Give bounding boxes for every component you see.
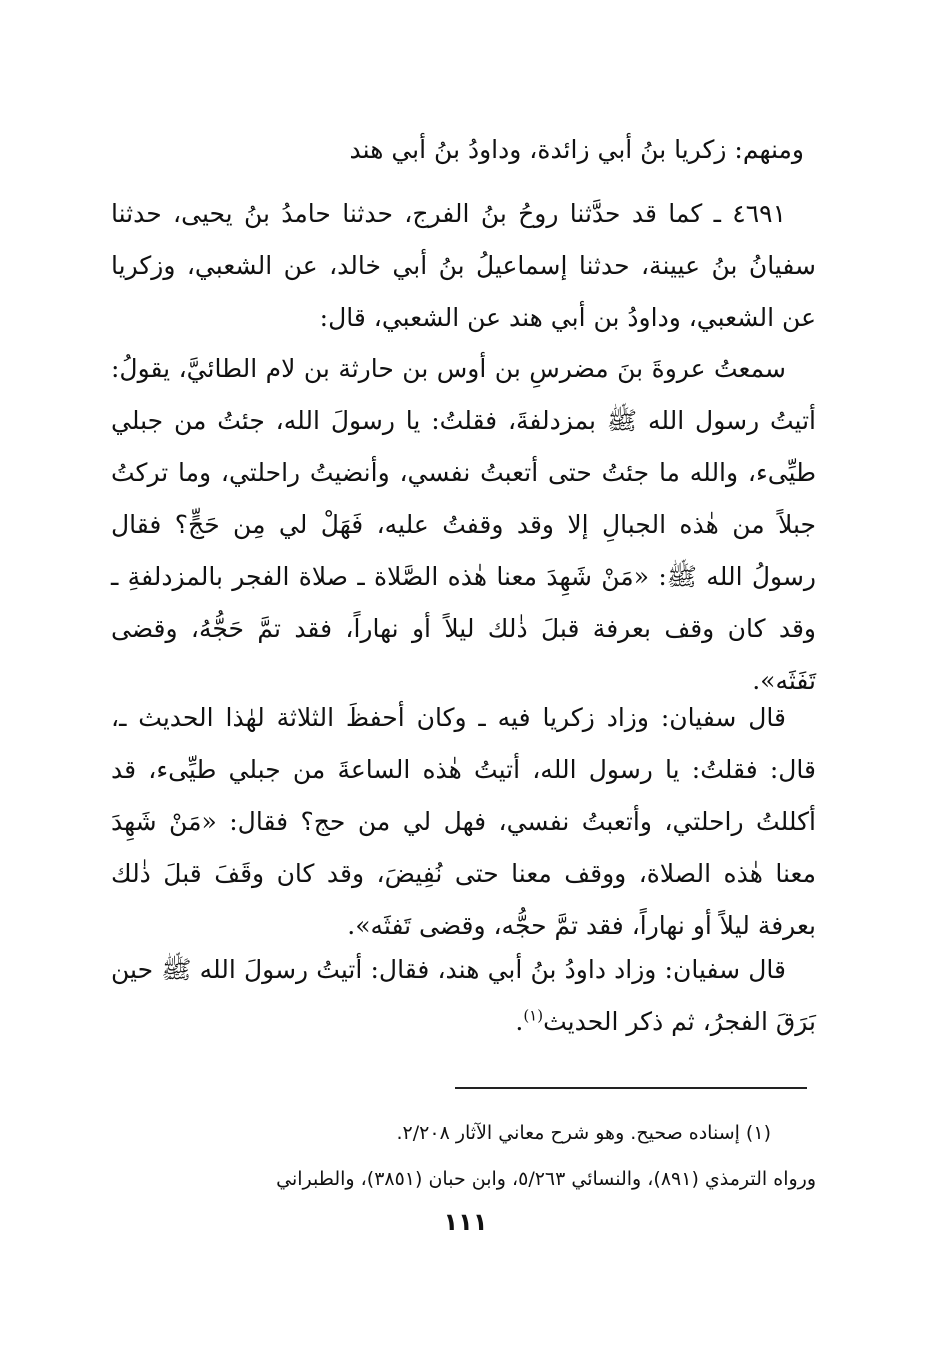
heading-text: ومنهم: زكريا بنُ أبي زائدة، وداودُ بنُ أبي هند [349,135,804,164]
paragraph-text: ٤٦٩١ ـ كما قد حدَّثنا روحُ بنُ الفرج، حدثنا حامدُ بنُ يحيى، حدثنا سفيانُ بنُ عيينة، حدثنا إسماعيلُ بنُ أبي خالد، عن الشعبي، وزكريا عن الشعبي، وداودُ بن أبي هند عن الشعبي، قال: [111,199,816,332]
chapter-heading [104,124,804,176]
paragraph-text: سمعتُ عروةَ بنَ مضرسِ بن أوس بن حارثة بن لام الطائيَّ، يقولُ: أتيتُ رسول الله ﷺ بمزدلفةَ، فقلتُ: يا رسولَ الله، جئتُ من جبلي طيِّىء، والله ما جئتُ حتى أتعبتُ نفسي، وأنضيتُ راحلتي، وما تركتُ جبلاً من هٰذه الجبالِ إلا وقد وقفتُ عليه، فَهَلْ لي مِن حَجٍّ؟ فقال رسولُ الله ﷺ: «مَنْ شَهِدَ معنا هٰذه الصَّلاة ـ صلاة الفجر بالمزدلفةِ ـ وقد كان وقف بعرفة قبلَ ذٰلك ليلاً أو نهاراً، فقد تمَّ حَجُّهُ، وقضى تَفَثَه». [111,354,816,695]
zakariya-addition-paragraph [111,692,816,952]
footnote-line: (١) إسناده صحيح. وهو شرح معاني الآثار ٢/٢٠٨. [396,1122,771,1144]
footnote-reference: (١) [523,1006,544,1025]
footnote-divider [455,1087,807,1089]
page-number: ١١١ [443,1208,488,1236]
paragraph-text: قال سفيان: وزاد زكريا فيه ـ وكان أحفظَ الثلاثة لهٰذا الحديث ـ، قال: فقلتُ: يا رسول الله، أتيتُ هٰذه الساعةَ من جبلي طيِّىء، قد أكللتُ راحلتي، وأتعبتُ نفسي، فهل لي من حج؟ فقال: «مَنْ شَهِدَ معنا هٰذه الصلاة، ووقف معنا حتى نُفِيضَ، وقد كان وقَفَ قبلَ ذٰلك بعرفة ليلاً أو نهاراً، فقد تمَّ حجُّه، وقضى تَفثَه». [111,703,816,940]
dawud-addition-paragraph [111,944,816,1048]
hadith-text-paragraph [111,343,816,707]
hadith-chain-paragraph [111,188,816,344]
footnote-line: ورواه الترمذي (٨٩١)، والنسائي ٥/٢٦٣، وابن حبان (٣٨٥١)، والطبراني [276,1168,816,1190]
paragraph-text: قال سفيان: وزاد داودُ بنُ أبي هند، فقال: أتيتُ رسولَ الله ﷺ حين بَرَقَ الفجرُ، ثم ذكر الحديث$^{(١)}$. [111,955,816,1036]
paragraph-body: قال سفيان: وزاد داودُ بنُ أبي هند، فقال: أتيتُ رسولَ الله ﷺ حين بَرَقَ الفجرُ، ثم ذكر الحديث [111,955,816,1036]
footnotes-section [111,1110,816,1202]
